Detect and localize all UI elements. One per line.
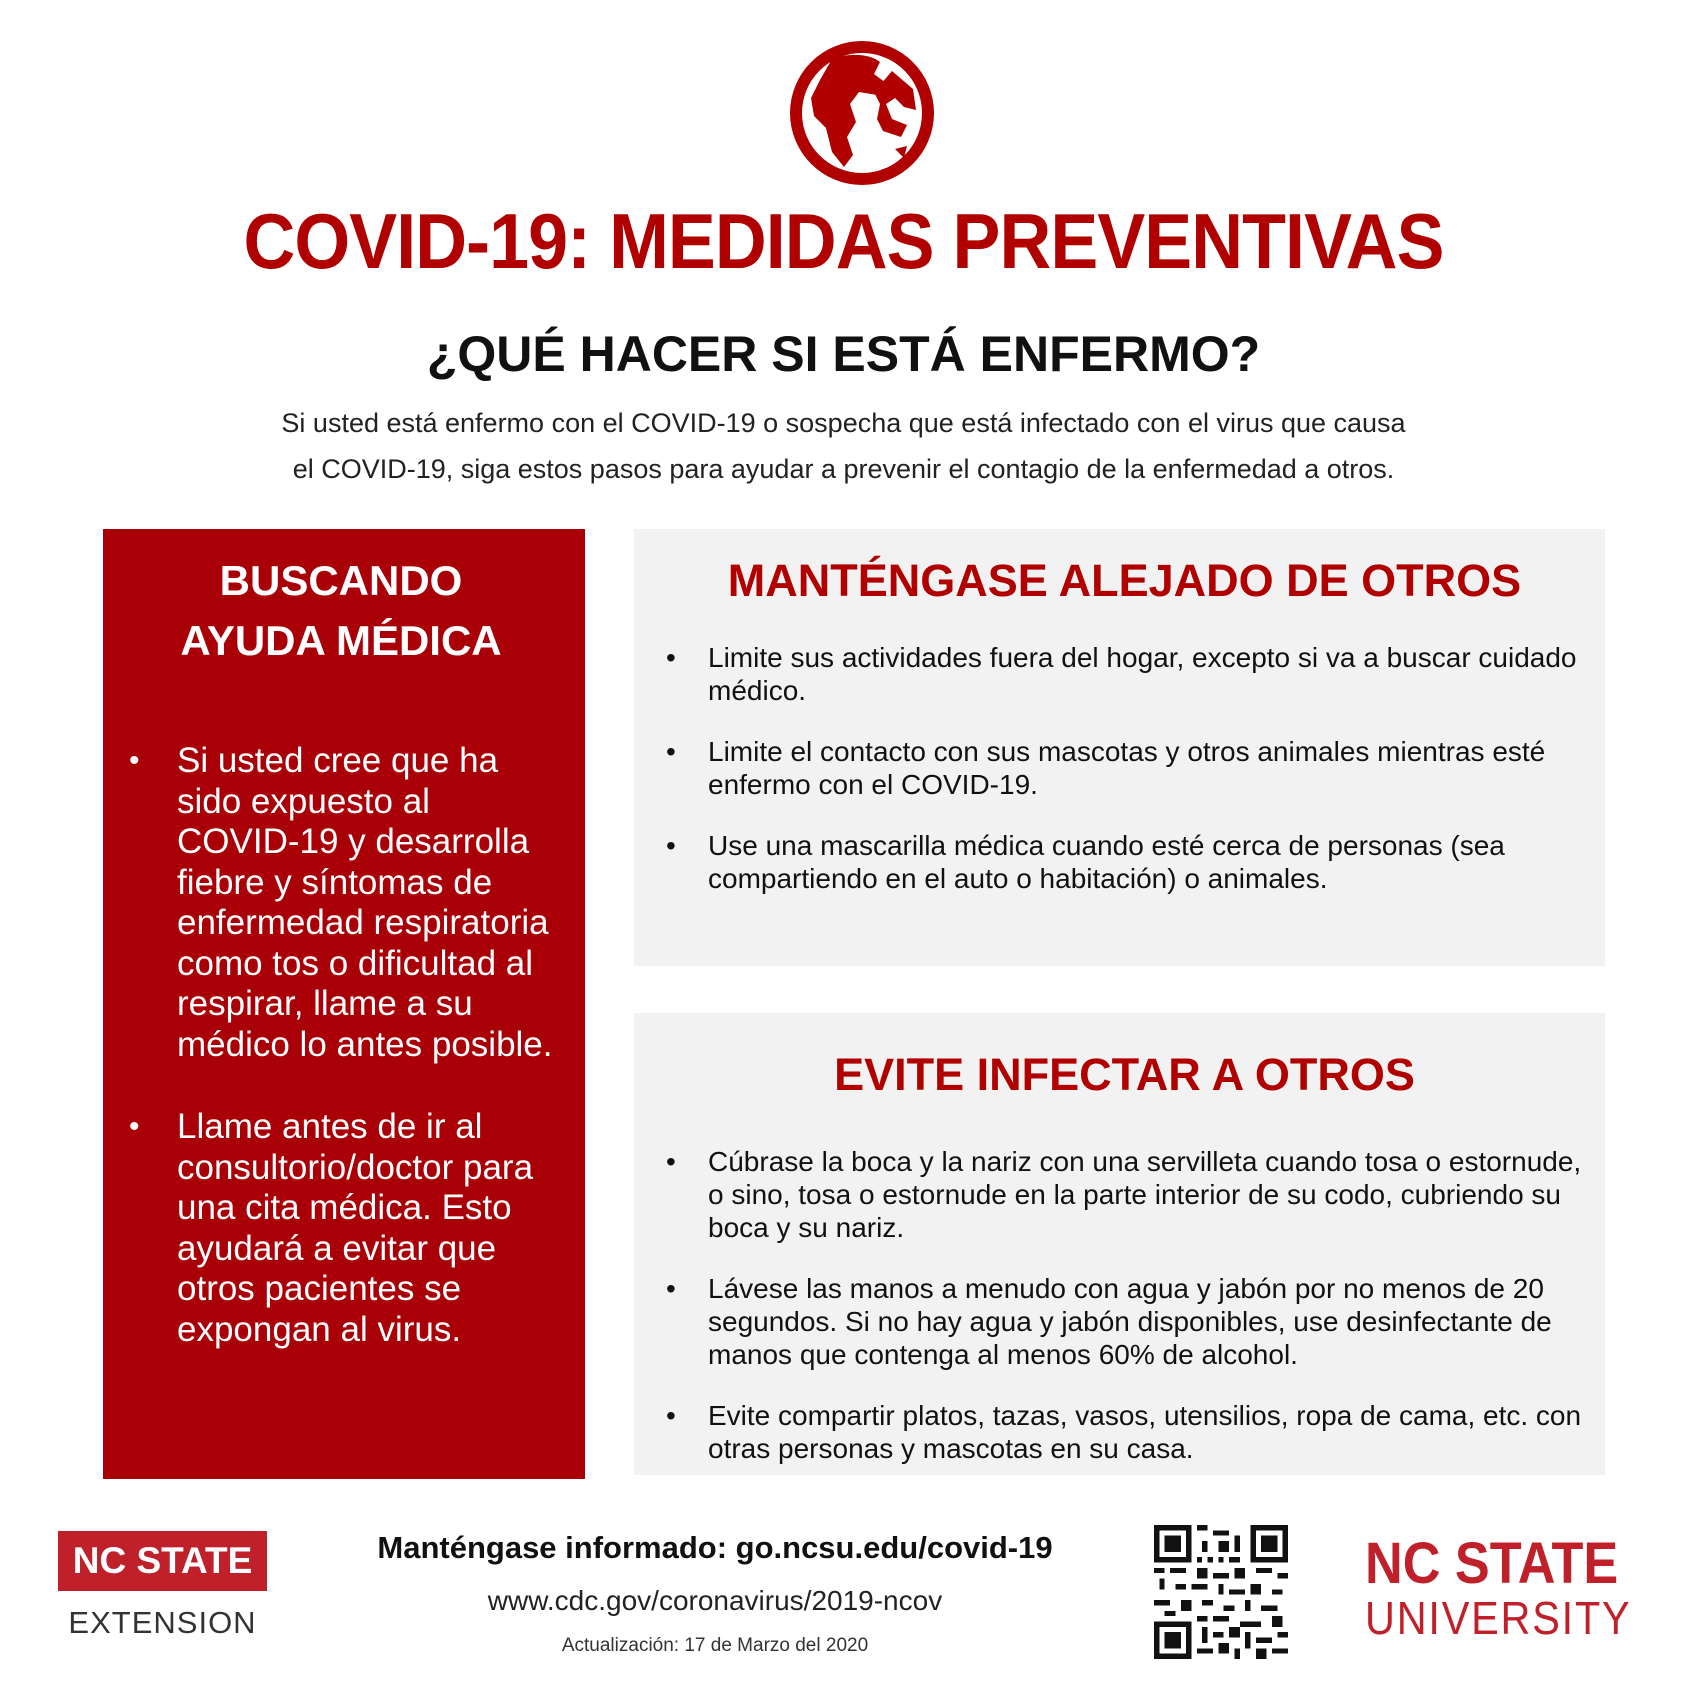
bullet-icon: •	[666, 1273, 676, 1304]
bullet-icon: •	[666, 830, 676, 861]
extension-logo-top: NC STATE	[58, 1531, 267, 1591]
list-item	[664, 1399, 1585, 1465]
list-item-text: Evite compartir platos, tazas, vasos, utensilios, ropa de cama, etc. con otras personas y mascotas en su casa.	[708, 1400, 1582, 1464]
list-item-text: Limite el contacto con sus mascotas y otros animales mientras esté enfermo con el COVID-19.	[708, 736, 1546, 800]
qr-code[interactable]	[1154, 1525, 1288, 1659]
list-item-text: Use una mascarilla médica cuando esté cerca de personas (sea compartiendo en el auto o habitación) o animales.	[708, 830, 1505, 894]
avoid-infecting-panel	[634, 1013, 1605, 1475]
intro-line: el COVID-19, siga estos pasos para ayudar a prevenir el contagio de la enfermedad a otros.	[292, 454, 1395, 484]
globe-icon	[787, 38, 937, 188]
heading-line: BUSCANDO	[219, 557, 463, 604]
update-date: Actualización: 17 de Marzo del 2020	[561, 1635, 869, 1656]
list-item	[127, 741, 555, 1065]
stay-informed-link[interactable]: Manténgase informado: go.ncsu.edu/covid-19	[377, 1530, 1053, 1565]
list-item	[664, 1272, 1585, 1371]
list-item-text: Lávese las manos a menudo con agua y jabón por no menos de 20 segundos. Si no hay agua y jabón disponibles, use desinfectante de manos que contenga al menos 60% de alcohol.	[708, 1273, 1552, 1370]
medical-help-panel	[103, 529, 585, 1479]
cdc-link[interactable]: www.cdc.gov/coronavirus/2019-ncov	[487, 1585, 943, 1616]
avoid-infecting-heading: EVITE INFECTAR A OTROS	[834, 1049, 1415, 1100]
list-item	[127, 1107, 555, 1350]
list-item-text: Cúbrase la boca y la nariz con una servilleta cuando tosa o estornude, o sino, tosa o estornude en la parte interior de su codo, cubriendo su boca y su nariz.	[708, 1146, 1582, 1243]
page-subtitle: ¿QUÉ HACER SI ESTÁ ENFERMO?	[426, 326, 1261, 382]
bullet-icon: •	[129, 1110, 140, 1143]
medical-help-heading	[127, 551, 555, 671]
stay-away-heading: MANTÉNGASE ALEJADO DE OTROS	[727, 555, 1522, 606]
bullet-icon: •	[666, 1400, 676, 1431]
bullet-icon: •	[666, 736, 676, 767]
nc-state-university-logo	[1365, 1531, 1661, 1644]
university-logo-bottom: UNIVERSITY	[1365, 1592, 1632, 1644]
extension-logo-bottom: EXTENSION	[68, 1605, 257, 1640]
list-item	[664, 1145, 1585, 1244]
stay-away-list	[664, 641, 1585, 895]
university-logo-top: NC STATE	[1365, 1531, 1619, 1596]
avoid-infecting-list	[664, 1145, 1585, 1465]
list-item	[664, 829, 1585, 895]
list-item	[664, 641, 1585, 707]
stay-away-panel	[634, 529, 1605, 966]
list-item-text: Si usted cree que ha sido expuesto al COVID-19 y desarrolla fiebre y síntomas de enfermedad respiratoria como tos o dificultad al respirar, llame a su médico lo antes posible.	[177, 741, 553, 1064]
list-item	[664, 735, 1585, 801]
bullet-icon: •	[129, 744, 140, 777]
nc-state-extension-logo	[58, 1531, 267, 1641]
bullet-icon: •	[666, 1146, 676, 1177]
list-item-text: Limite sus actividades fuera del hogar, excepto si va a buscar cuidado médico.	[708, 642, 1577, 706]
intro-text	[150, 400, 1537, 492]
page-title: COVID-19: MEDIDAS PREVENTIVAS	[243, 197, 1444, 285]
intro-line: Si usted está enfermo con el COVID-19 o sospecha que está infectado con el virus que causa	[281, 408, 1406, 438]
heading-line: AYUDA MÉDICA	[180, 617, 502, 664]
list-item-text: Llame antes de ir al consultorio/doctor para una cita médica. Esto ayudará a evitar que otros pacientes se expongan al virus.	[177, 1107, 534, 1349]
bullet-icon: •	[666, 642, 676, 673]
medical-help-list	[127, 741, 555, 1350]
